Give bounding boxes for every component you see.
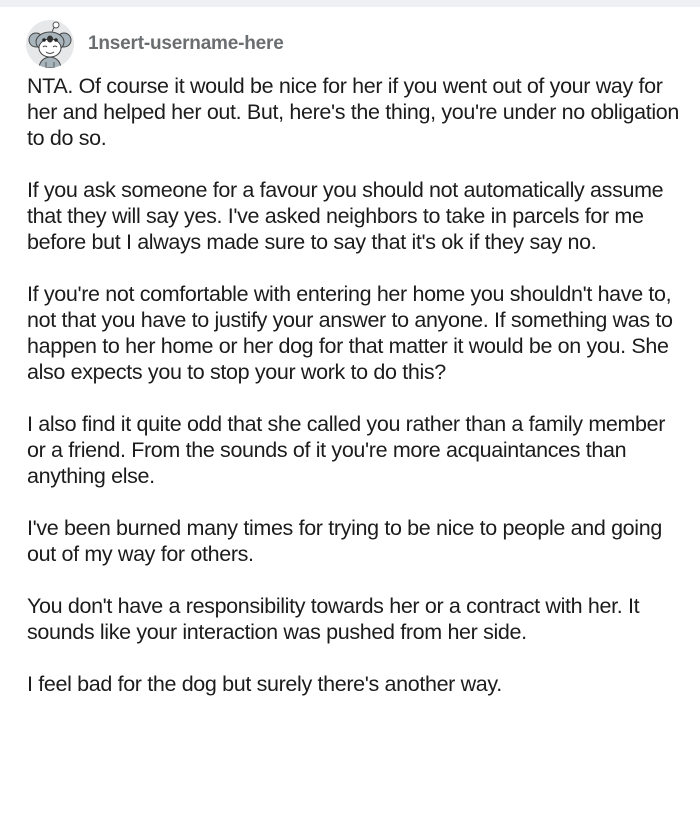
comment-paragraph: NTA. Of course it would be nice for her if you went out of your way for her and helped her out. But, here's the thing, you're under no obligation to do so. <box>27 74 680 150</box>
comment-paragraph: I feel bad for the dog but surely there's another way. <box>27 672 502 696</box>
top-divider-strip <box>0 0 700 7</box>
username-link[interactable]: 1nsert-username-here <box>88 33 284 54</box>
comment-paragraph: I also find it quite odd that she called you rather than a family member or a friend. From the sounds of it you're more acquaintances than anything else. <box>27 412 666 488</box>
comment-paragraph: You don't have a responsibility towards her or a contract with her. It sounds like your interaction was pushed from her side. <box>27 594 640 644</box>
reddit-snoo-koala-avatar-icon <box>26 20 74 68</box>
comment-paragraph: If you're not comfortable with entering her home you shouldn't have to, not that you have to justify your answer to anyone. If something was to happen to her home or her dog for that matter it would be on you. She also expects you to stop your work to do this? <box>27 282 673 384</box>
comment-paragraph: If you ask someone for a favour you should not automatically assume that they will say yes. I've asked neighbors to take in parcels for me before but I always made sure to say that it's ok if they say no. <box>27 178 664 254</box>
comment-paragraph: I've been burned many times for trying to be nice to people and going out of my way for others. <box>27 516 662 566</box>
comment-header <box>26 21 284 67</box>
comment-body <box>27 73 687 723</box>
avatar[interactable] <box>26 20 74 68</box>
